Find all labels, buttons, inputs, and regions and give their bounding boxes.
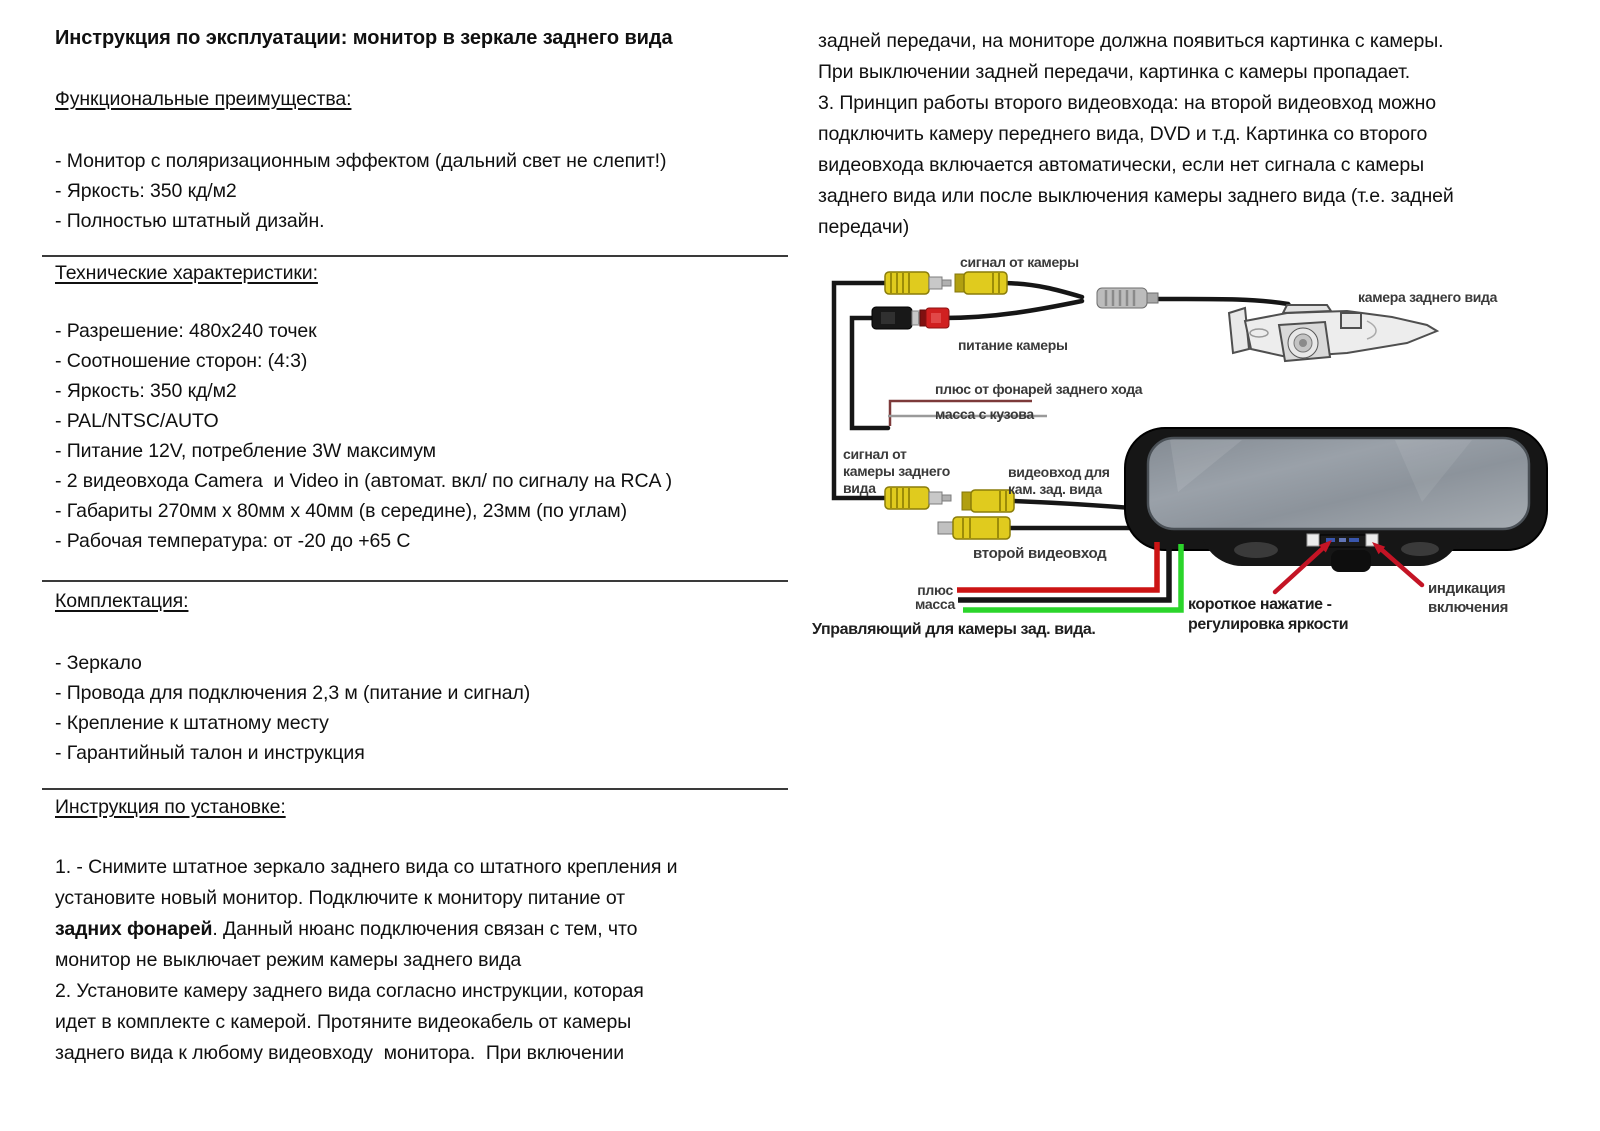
section-heading-specs: Технические характеристики: (55, 262, 318, 284)
package-item: - Крепление к штатному месту (55, 712, 329, 734)
power-cable (943, 301, 1082, 318)
power-plug-red (920, 308, 949, 328)
section-divider (42, 580, 788, 582)
page-title: Инструкция по эксплуатации: монитор в зеркале заднего вида (55, 27, 673, 49)
label-plus-reverse-lights: плюс от фонарей заднего хода (935, 381, 1143, 397)
label-video-in-line1: видеовход для (1008, 464, 1110, 480)
label-signal-line1: сигнал от (843, 446, 907, 462)
install-line: установите новый монитор. Подключите к монитору питание от (55, 887, 625, 909)
label-signal-from-camera: сигнал от камеры (960, 254, 1079, 270)
install-line: заднего вида к любому видеовходу монитора. При включении (55, 1042, 624, 1064)
install-line: 2. Установите камеру заднего вида согласно инструкции, которая (55, 980, 644, 1002)
install-line: монитор не выключает режим камеры заднего вида (55, 949, 522, 971)
spec-item: - 2 видеовхода Camera и Video in (автомат. вкл/ по сигналу на RCA ) (55, 470, 673, 492)
rca-male-to-mirror-connector (885, 487, 951, 509)
rear-camera-illustration (1229, 305, 1437, 361)
label-ground: масса (915, 596, 955, 612)
text-line: видеовхода включается автоматически, если нет сигнала с камеры (818, 154, 1425, 176)
label-ground-from-body: масса с кузова (935, 406, 1034, 422)
section-heading-features: Функциональные преимущества: (55, 88, 352, 110)
text-line: заднего вида или после выключения камеры заднего вида (т.е. задней (818, 185, 1454, 207)
label-plus: плюс (917, 582, 953, 598)
label-signal-line2: камеры заднего (843, 463, 951, 479)
text-line: задней передачи, на мониторе должна появиться картинка с камеры. (818, 30, 1444, 52)
rca-female-signal-connector (955, 272, 1007, 294)
install-line: 1. - Снимите штатное зеркало заднего вида со штатного крепления и (55, 856, 678, 878)
mirror-illustration (1125, 428, 1547, 572)
features-list (55, 146, 666, 236)
spec-item: - Рабочая температура: от -20 до +65 С (55, 530, 411, 552)
right-paragraph (818, 26, 1454, 243)
rca-female-second-video-connector (938, 517, 1010, 539)
package-item: - Зеркало (55, 652, 142, 674)
spec-item: - Питание 12V, потребление 3W максимум (55, 440, 436, 462)
spec-item: - Габариты 270мм х 80мм х 40мм (в середине), 23мм (по углам) (55, 500, 627, 522)
feature-item: - Монитор с поляризационным эффектом (дальний свет не слепит!) (55, 150, 667, 172)
package-item: - Гарантийный талон и инструкция (55, 742, 365, 764)
section-heading-install: Инструкция по установке: (55, 796, 286, 818)
label-power-indicator-line2: включения (1428, 599, 1509, 616)
spec-item: - PAL/NTSC/AUTO (55, 410, 219, 432)
mirror-inputs-group (843, 446, 1155, 562)
mirror-sensor-right (1401, 542, 1439, 556)
text-line: 3. Принцип работы второго видеовхода: на второй видеовход можно (818, 92, 1437, 114)
connection-diagram (810, 240, 1590, 670)
text-line: передачи) (818, 216, 910, 238)
label-control-wire: Управляющий для камеры зад. вида. (812, 621, 1096, 638)
spec-item: - Разрешение: 480х240 точек (55, 320, 317, 342)
feature-item: - Полностью штатный дизайн. (55, 210, 325, 232)
label-rear-view-camera: камера заднего вида (1358, 289, 1498, 305)
label-second-video-in: второй видеовход (973, 545, 1107, 562)
package-item: - Провода для подключения 2,3 м (питание и сигнал) (55, 682, 531, 704)
camera-cable (1153, 299, 1294, 312)
label-short-press-line2: регулировка яркости (1188, 616, 1349, 633)
mirror-button-left (1307, 534, 1319, 546)
signal-cable (1005, 283, 1082, 297)
text-line: При выключении задней передачи, картинка с камеры пропадает. (818, 61, 1411, 83)
label-video-in-line2: кам. зад. вида (1008, 481, 1102, 497)
label-camera-power: питание камеры (958, 337, 1068, 353)
label-signal-line3: вида (843, 480, 876, 496)
power-wire (852, 318, 888, 428)
label-power-indicator-line1: индикация (1428, 580, 1506, 597)
feature-item: - Яркость: 350 кд/м2 (55, 180, 237, 202)
rca-female-video-in-connector (962, 490, 1014, 512)
section-divider (42, 255, 788, 257)
specs-list (55, 316, 672, 556)
spec-item: - Яркость: 350 кд/м2 (55, 380, 237, 402)
install-line: идет в комплекте с камерой. Протяните видеокабель от камеры (55, 1011, 632, 1033)
section-divider (42, 788, 788, 790)
text-line: подключить камеру переднего вида, DVD и т.д. Картинка со второго (818, 123, 1428, 145)
rca-male-signal-connector (885, 272, 951, 294)
mirror-sensor-left (1234, 542, 1278, 558)
label-short-press-line1: короткое нажатие - (1188, 596, 1332, 613)
spec-item: - Соотношение сторон: (4:3) (55, 350, 308, 372)
install-line: задних фонарей. Данный нюанс подключения связан с тем, что (55, 918, 638, 940)
section-heading-package: Комплектация: (55, 590, 189, 612)
install-paragraph (55, 852, 677, 1069)
inline-barrel-connector (1097, 288, 1158, 308)
package-list (55, 648, 530, 768)
